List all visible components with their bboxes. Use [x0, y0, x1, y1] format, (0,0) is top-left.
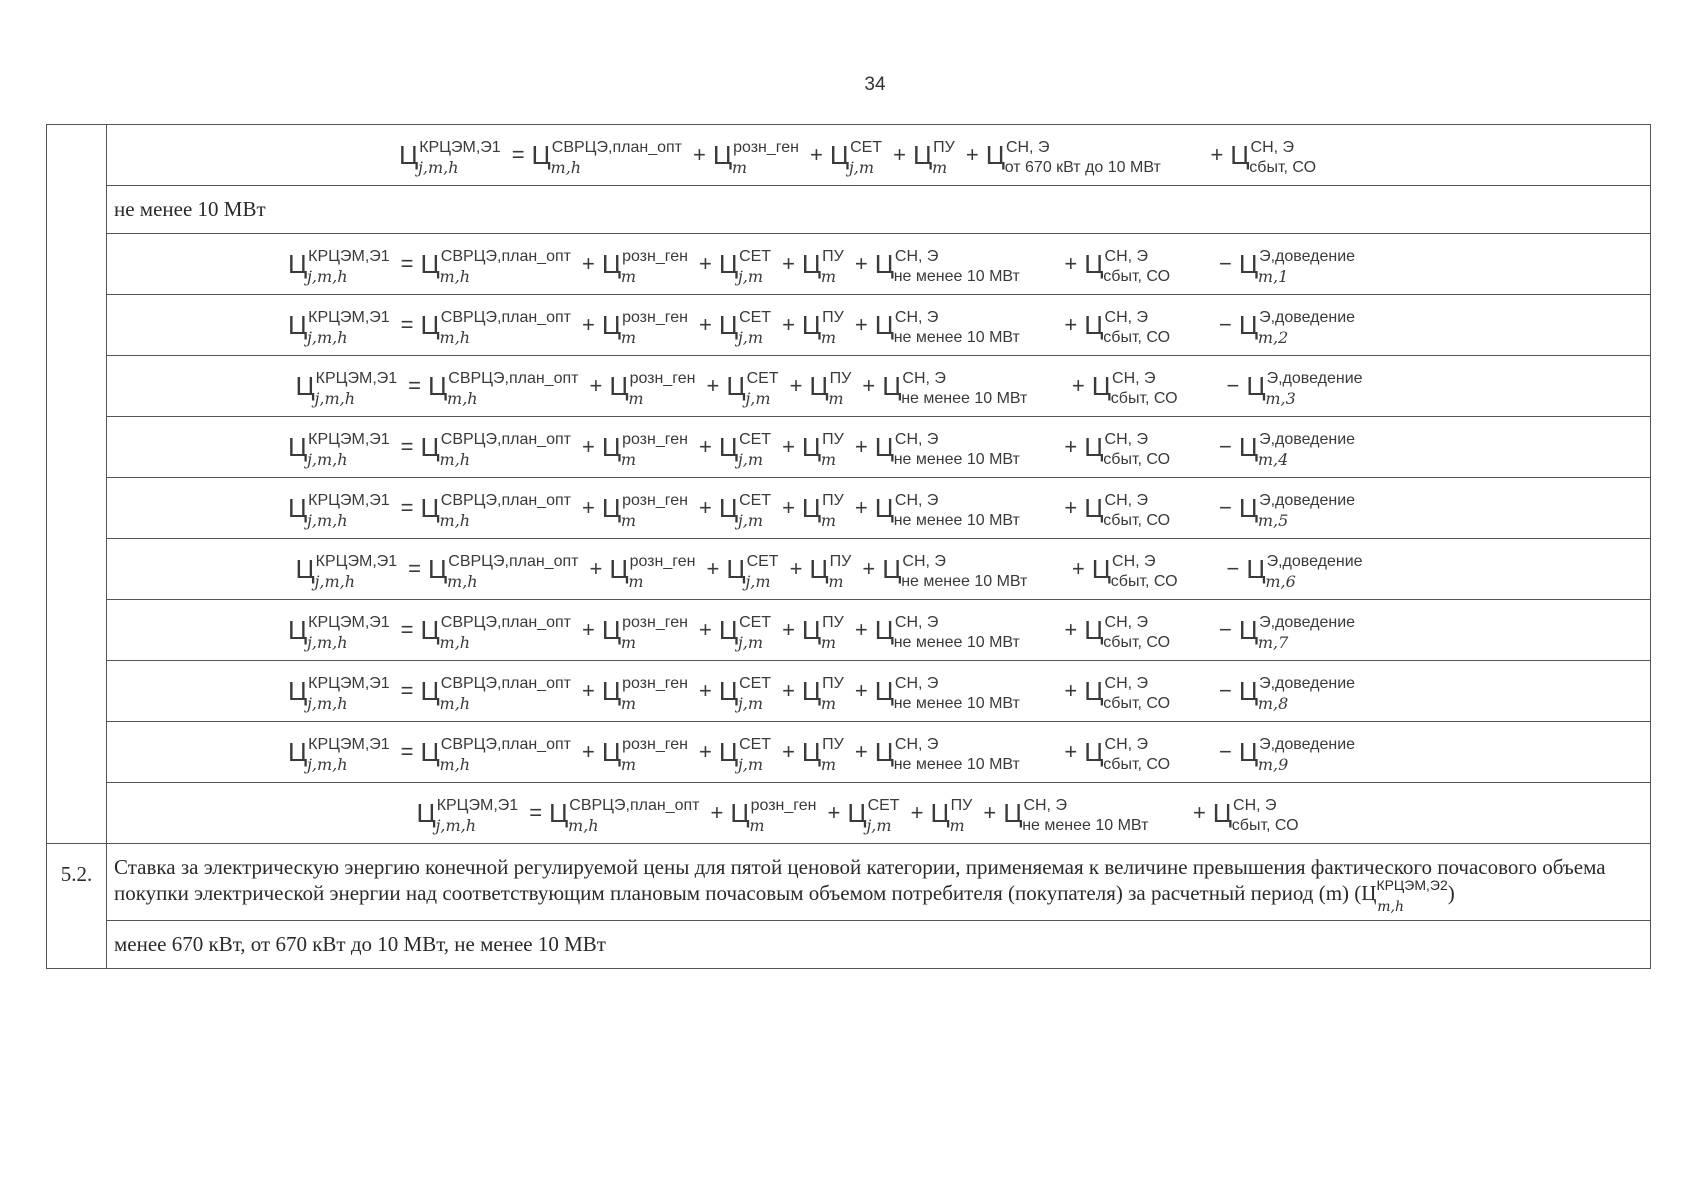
price-symbol: $Ц^{СН, Э}$ сбыт, СО — [1084, 674, 1171, 712]
price-symbol: $Ц^{розн\_ген}$ m — [601, 613, 688, 652]
plus-sign: + — [910, 799, 924, 825]
price-symbol: $Ц^{розн\_ген}$ m — [609, 552, 696, 591]
plus-sign: + — [698, 738, 712, 764]
price-symbol: $Ц^{СВРЦЭ,план\_опт}$ m,h — [420, 247, 571, 286]
price-symbol: $Ц^{СН, Э}$ от 670 кВт до 10 МВт — [985, 138, 1161, 176]
plus-sign: + — [1064, 494, 1078, 520]
formula-row-dovedenie-3 — [47, 356, 1651, 417]
price-symbol: $Ц^{КРЦЭМ,Э1}$ j,m,h — [287, 491, 390, 530]
price-symbol: $Ц^{розн\_ген}$ m — [609, 369, 696, 408]
equals-sign: = — [408, 555, 422, 581]
price-symbol: $Ц^{КРЦЭМ,Э1}$ j,m,h — [398, 138, 501, 177]
price-symbol: $Ц^{розн\_ген}$ m — [601, 247, 688, 286]
plus-sign: + — [854, 250, 868, 276]
price-symbol: $Ц^{СН, Э}$ сбыт, СО — [1084, 308, 1171, 346]
plus-sign: + — [862, 372, 876, 398]
plus-sign: + — [789, 555, 803, 581]
price-symbol: $Ц^{СН, Э}$ не менее 10 МВт — [874, 491, 1020, 529]
price-symbol: $Ц^{СН, Э}$ не менее 10 МВт — [882, 369, 1028, 407]
plus-sign: + — [698, 433, 712, 459]
price-symbol: $Ц^{СВРЦЭ,план\_опт}$ m,h — [420, 308, 571, 347]
formula-row-dovedenie-7 — [47, 600, 1651, 661]
price-symbol: $Ц^{ПУ}$ m — [801, 491, 844, 530]
minus-sign: − — [1226, 555, 1240, 581]
price-symbol: $Ц^{Э,доведение}$ m,7 — [1238, 613, 1356, 652]
plus-sign: + — [1071, 372, 1085, 398]
plus-sign: + — [581, 433, 595, 459]
plus-sign: + — [1064, 433, 1078, 459]
price-symbol: $Ц^{СЕТ}$ j,m — [829, 138, 883, 177]
plus-sign: + — [589, 555, 603, 581]
price-symbol: $Ц^{СЕТ}$ j,m — [718, 613, 772, 652]
price-symbol: $Ц^{СЕТ}$ j,m — [718, 491, 772, 530]
minus-sign: − — [1219, 738, 1232, 764]
equals-sign: = — [511, 141, 525, 167]
price-symbol: $Ц^{СЕТ}$ j,m — [718, 735, 772, 774]
page-number: 34 — [864, 74, 886, 95]
plus-sign: + — [854, 494, 868, 520]
price-symbol: $Ц^{ПУ}$ m — [930, 796, 973, 835]
price-symbol: $Ц^{СЕТ}$ j,m — [718, 247, 772, 286]
price-symbol: $Ц^{розн\_ген}$ m — [601, 430, 688, 469]
category-label: менее 670 кВт, от 670 кВт до 10 МВт, не менее 10 МВт — [107, 921, 1651, 969]
price-symbol: $Ц^{ПУ}$ m — [801, 430, 844, 469]
plus-sign: + — [862, 555, 876, 581]
plus-sign: + — [854, 311, 868, 337]
price-symbol: $Ц^{СН, Э}$ не менее 10 МВт — [874, 735, 1020, 773]
price-symbol: $Ц^{СЕТ}$ j,m — [726, 369, 779, 408]
description-text: Ставка за электрическую энергию конечной регулируемой цены для пятой ценовой категории, применяемая к величине превышения фактического почасового объема покупки электрической энергии над соответствующим плановым почасовым объемом потребителя (покупателя) за расчетный период (m) ( — [114, 855, 1606, 905]
formula — [107, 722, 1651, 783]
plus-sign: + — [827, 799, 841, 825]
equals-sign: = — [400, 433, 414, 459]
price-symbol: $Ц^{СВРЦЭ,план\_опт}$ m,h — [420, 674, 571, 713]
price-symbol: $Ц^{СН, Э}$ сбыт, СО — [1084, 735, 1171, 773]
formula-row-dovedenie-2 — [47, 295, 1651, 356]
price-symbol: $Ц^{Э,доведение}$ m,4 — [1238, 430, 1356, 469]
price-symbol: $Ц^{СВРЦЭ,план\_опт}$ m,h — [420, 430, 571, 469]
plus-sign: + — [854, 616, 868, 642]
formula-row-dovedenie-8 — [47, 661, 1651, 722]
price-symbol: $Ц^{СН, Э}$ сбыт, СО — [1084, 491, 1171, 529]
price-symbol: $Ц^{СН, Э}$ сбыт, СО — [1084, 430, 1171, 468]
price-symbol: $Ц^{КРЦЭМ,Э1}$ j,m,h — [287, 430, 390, 469]
minus-sign: − — [1219, 311, 1232, 337]
price-symbol: $Ц^{СЕТ}$ j,m — [718, 430, 772, 469]
price-symbol: $Ц^{СЕТ}$ j,m — [718, 308, 772, 347]
price-symbol: $Ц^{СВРЦЭ,план\_опт}$ m,h — [428, 369, 579, 408]
category-label: не менее 10 МВт — [107, 186, 1651, 234]
price-symbol: $Ц^{розн\_ген}$ m — [712, 138, 799, 177]
price-symbol: $Ц^{КРЦЭМ,Э1}$ j,m,h — [287, 735, 390, 774]
price-symbol: $Ц^{СН, Э}$ сбыт, СО — [1091, 369, 1178, 407]
plus-sign: + — [698, 677, 712, 703]
formula-row-dovedenie-6 — [47, 539, 1651, 600]
plus-sign: + — [782, 677, 795, 703]
plus-sign: + — [706, 372, 720, 398]
price-symbol: $Ц^{розн\_ген}$ m — [730, 796, 817, 835]
closing-paren: ) — [1447, 881, 1455, 905]
price-symbol: $Ц^{ПУ}$ m — [801, 735, 844, 774]
price-symbol: $Ц^{ПУ}$ m — [809, 369, 852, 408]
price-symbol: $Ц^{СН, Э}$ сбыт, СО — [1084, 613, 1171, 651]
price-symbol: $Ц^{КРЦЭМ,Э1}$ j,m,h — [295, 369, 398, 408]
plus-sign: + — [782, 616, 795, 642]
section-5-2-categories-row — [47, 921, 1651, 969]
equals-sign: = — [529, 799, 543, 825]
plus-sign: + — [698, 250, 712, 276]
formula-row-dovedenie-9 — [47, 722, 1651, 783]
price-symbol: $Ц^{розн\_ген}$ m — [601, 491, 688, 530]
plus-sign: + — [854, 433, 868, 459]
formula-row-670-10 — [47, 125, 1651, 186]
price-symbol: $Ц^{ПУ}$ m — [801, 674, 844, 713]
plus-sign: + — [581, 494, 595, 520]
number-cell-empty — [47, 125, 107, 844]
equals-sign: = — [400, 677, 414, 703]
formula — [107, 234, 1651, 295]
minus-sign: − — [1219, 250, 1232, 276]
section-5-2-row — [47, 844, 1651, 921]
plus-sign: + — [983, 799, 997, 825]
plus-sign: + — [1192, 799, 1206, 825]
price-symbol: $Ц^{СВРЦЭ,план\_опт}$ m,h — [420, 491, 571, 530]
price-symbol: $Ц^{СВРЦЭ,план\_опт}$ m,h — [428, 552, 579, 591]
plus-sign: + — [581, 311, 595, 337]
tariff-formula-table — [46, 124, 1651, 969]
plus-sign: + — [1210, 141, 1224, 167]
plus-sign: + — [692, 141, 706, 167]
price-symbol: $Ц^{ПУ}$ m — [809, 552, 852, 591]
plus-sign: + — [854, 738, 868, 764]
price-symbol: $Ц^{розн\_ген}$ m — [601, 674, 688, 713]
price-symbol: $Ц^{СВРЦЭ,план\_опт}$ m,h — [549, 796, 700, 835]
plus-sign: + — [581, 616, 595, 642]
plus-sign: + — [782, 311, 795, 337]
formula-row-not-less-10 — [47, 783, 1651, 844]
formula — [107, 356, 1651, 417]
equals-sign: = — [400, 311, 414, 337]
price-symbol: $Ц^{СН, Э}$ не менее 10 МВт — [874, 430, 1020, 468]
price-symbol: $Ц^{СН, Э}$ сбыт, СО — [1230, 138, 1317, 176]
formula-row-dovedenie-1 — [47, 234, 1651, 295]
price-symbol: $Ц^{Э,доведение}$ m,1 — [1238, 247, 1356, 286]
equals-sign: = — [408, 372, 422, 398]
plus-sign: + — [1064, 616, 1078, 642]
minus-sign: − — [1219, 433, 1232, 459]
price-symbol: $Ц^{ПУ}$ m — [801, 247, 844, 286]
minus-sign: − — [1226, 372, 1240, 398]
plus-sign: + — [809, 141, 823, 167]
price-symbol: $Ц^{СН, Э}$ сбыт, СО — [1084, 247, 1171, 285]
price-symbol: $Ц^{СВРЦЭ,план\_опт}$ m,h — [420, 735, 571, 774]
plus-sign: + — [1064, 738, 1078, 764]
label-row-not-less-10 — [47, 186, 1651, 234]
plus-sign: + — [589, 372, 603, 398]
price-symbol: $Ц^{СВРЦЭ,план\_опт}$ m,h — [531, 138, 682, 177]
price-symbol: $Ц^{КРЦЭМ,Э1}$ j,m,h — [416, 796, 519, 835]
plus-sign: + — [789, 372, 803, 398]
price-symbol: $Ц^{КРЦЭМ,Э1}$ j,m,h — [287, 674, 390, 713]
plus-sign: + — [1064, 250, 1078, 276]
plus-sign: + — [965, 141, 979, 167]
price-symbol: $Ц^{КРЦЭМ,Э1}$ j,m,h — [295, 552, 398, 591]
formula — [107, 478, 1651, 539]
formula-row-dovedenie-5 — [47, 478, 1651, 539]
price-symbol: $Ц^{СЕТ}$ j,m — [718, 674, 772, 713]
price-symbol: $Ц^{ПУ}$ m — [801, 613, 844, 652]
formula — [107, 125, 1651, 186]
section-5-2-description — [107, 844, 1651, 921]
minus-sign: − — [1219, 677, 1232, 703]
plus-sign: + — [1064, 311, 1078, 337]
price-symbol: $Ц^{СН, Э}$ сбыт, СО — [1212, 796, 1299, 834]
plus-sign: + — [581, 738, 595, 764]
plus-sign: + — [1071, 555, 1085, 581]
price-symbol: $Ц^{СЕТ}$ j,m — [726, 552, 779, 591]
price-symbol: $Ц^{Э,доведение}$ m,3 — [1246, 369, 1363, 408]
formula — [107, 783, 1651, 844]
price-symbol: $Ц^{Э,доведение}$ m,8 — [1238, 674, 1356, 713]
formula-row-dovedenie-4 — [47, 417, 1651, 478]
minus-sign: − — [1219, 494, 1232, 520]
plus-sign: + — [581, 250, 595, 276]
plus-sign: + — [782, 433, 795, 459]
price-symbol: $Ц^{СН, Э}$ не менее 10 МВт — [882, 552, 1028, 590]
price-symbol: $Ц^{Э,доведение}$ m,9 — [1238, 735, 1356, 774]
formula — [107, 295, 1651, 356]
plus-sign: + — [698, 616, 712, 642]
price-symbol: $Ц^{КРЦЭМ,Э2}$ m,h — [1361, 877, 1448, 915]
plus-sign: + — [706, 555, 720, 581]
price-symbol: $Ц^{СН, Э}$ сбыт, СО — [1091, 552, 1178, 590]
equals-sign: = — [400, 494, 414, 520]
price-symbol: $Ц^{СН, Э}$ не менее 10 МВт — [874, 674, 1020, 712]
price-symbol: $Ц^{КРЦЭМ,Э1}$ j,m,h — [287, 247, 390, 286]
section-number: 5.2. — [47, 844, 107, 969]
plus-sign: + — [710, 799, 724, 825]
price-symbol: $Ц^{КРЦЭМ,Э1}$ j,m,h — [287, 308, 390, 347]
price-symbol: $Ц^{ПУ}$ m — [801, 308, 844, 347]
price-symbol: $Ц^{СН, Э}$ не менее 10 МВт — [1003, 796, 1149, 834]
equals-sign: = — [400, 616, 414, 642]
formula — [107, 661, 1651, 722]
price-symbol: $Ц^{СН, Э}$ не менее 10 МВт — [874, 308, 1020, 346]
formula — [107, 417, 1651, 478]
price-symbol: $Ц^{СЕТ}$ j,m — [847, 796, 900, 835]
price-symbol: $Ц^{СН, Э}$ не менее 10 МВт — [874, 613, 1020, 651]
price-symbol: $Ц^{Э,доведение}$ m,2 — [1238, 308, 1356, 347]
formula — [107, 539, 1651, 600]
price-symbol: $Ц^{Э,доведение}$ m,5 — [1238, 491, 1356, 530]
plus-sign: + — [782, 738, 795, 764]
price-symbol: $Ц^{СН, Э}$ не менее 10 МВт — [874, 247, 1020, 285]
price-symbol: $Ц^{СВРЦЭ,план\_опт}$ m,h — [420, 613, 571, 652]
plus-sign: + — [581, 677, 595, 703]
price-symbol: $Ц^{ПУ}$ m — [912, 138, 955, 177]
minus-sign: − — [1219, 616, 1232, 642]
equals-sign: = — [400, 250, 414, 276]
plus-sign: + — [782, 494, 795, 520]
plus-sign: + — [893, 141, 906, 167]
price-symbol: $Ц^{розн\_ген}$ m — [601, 735, 688, 774]
formula — [107, 600, 1651, 661]
price-symbol: $Ц^{Э,доведение}$ m,6 — [1246, 552, 1363, 591]
plus-sign: + — [1064, 677, 1078, 703]
plus-sign: + — [782, 250, 795, 276]
plus-sign: + — [698, 494, 712, 520]
equals-sign: = — [400, 738, 414, 764]
price-symbol: $Ц^{КРЦЭМ,Э1}$ j,m,h — [287, 613, 390, 652]
plus-sign: + — [854, 677, 868, 703]
price-symbol: $Ц^{розн\_ген}$ m — [601, 308, 688, 347]
plus-sign: + — [698, 311, 712, 337]
